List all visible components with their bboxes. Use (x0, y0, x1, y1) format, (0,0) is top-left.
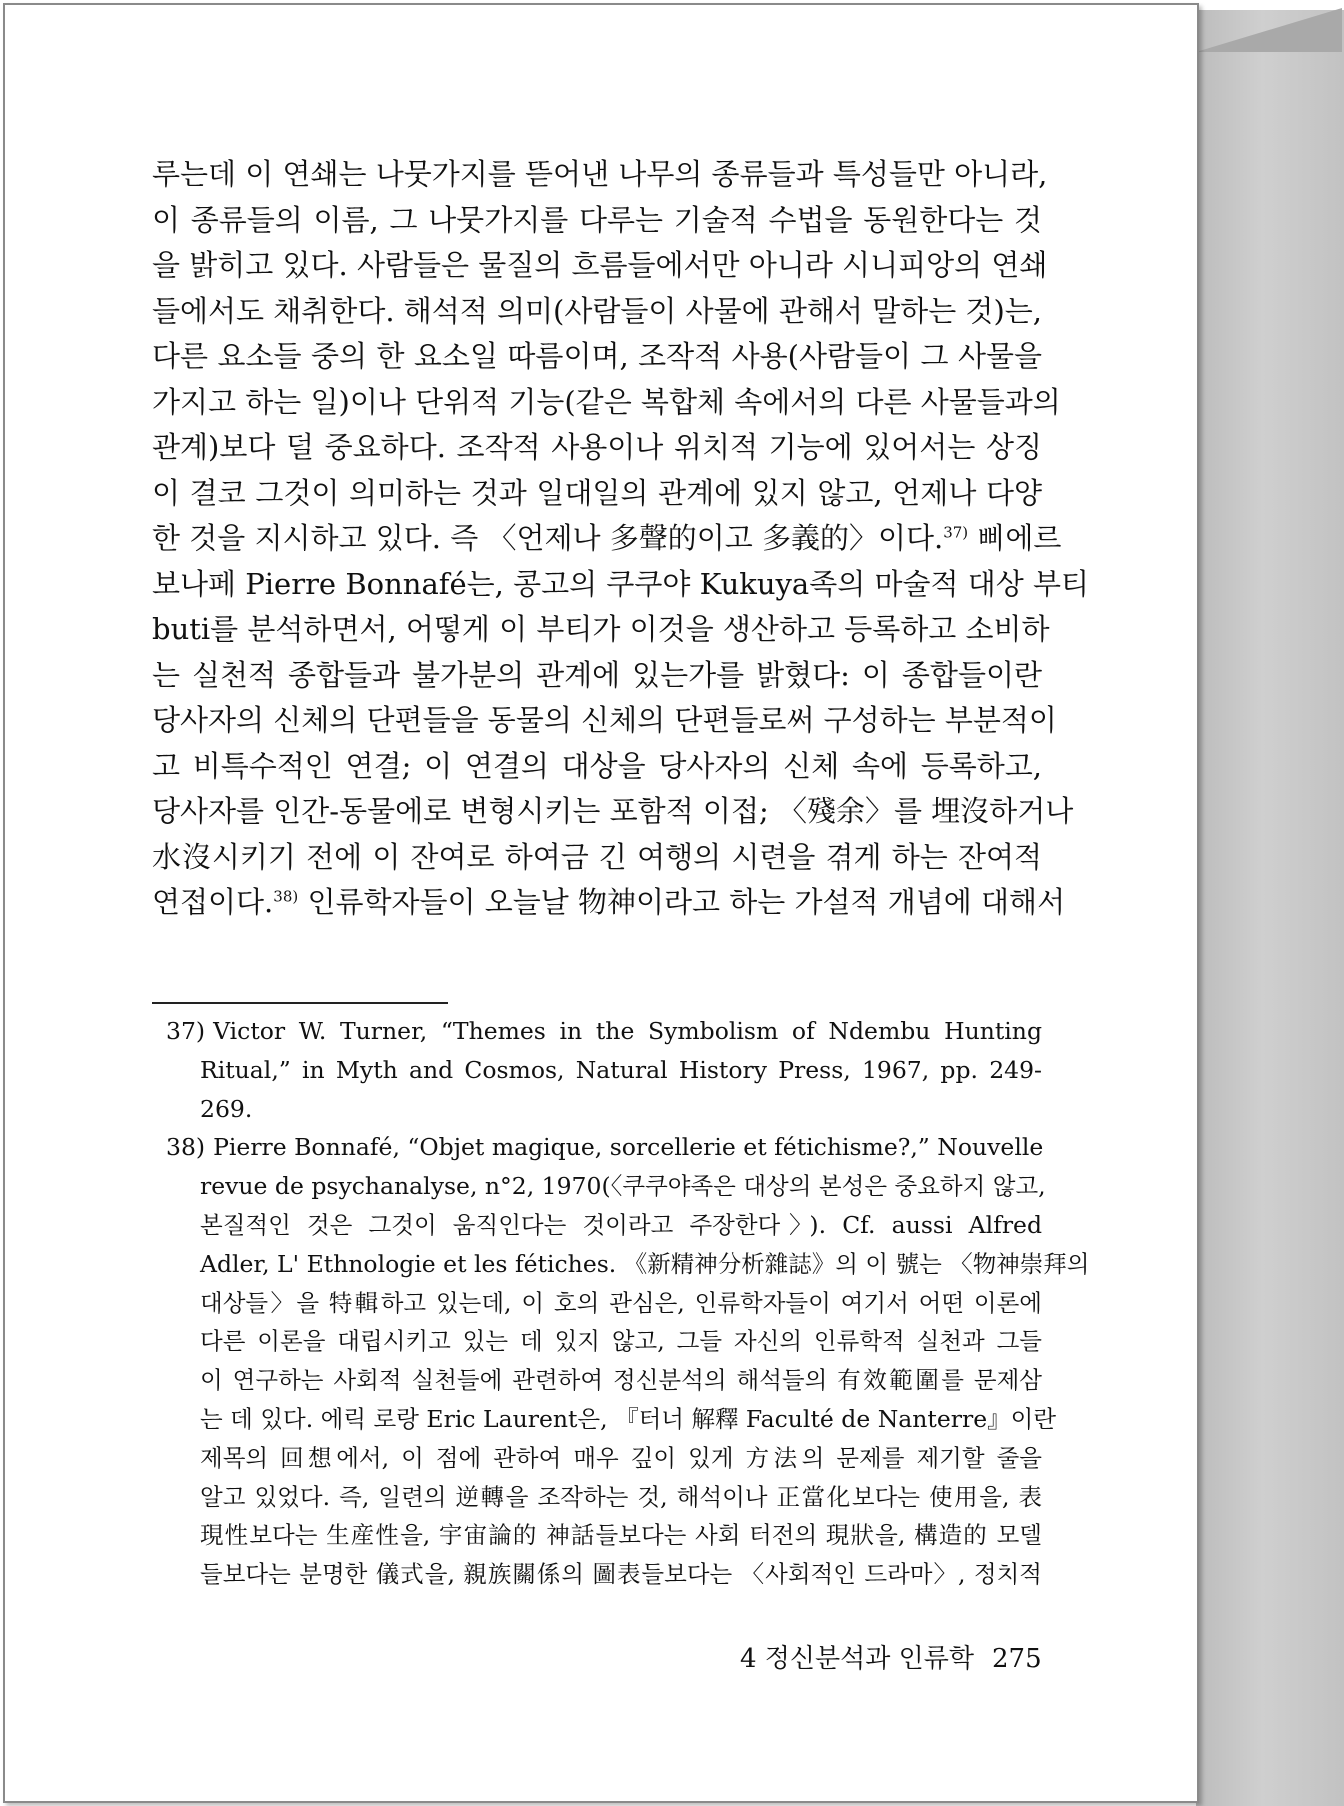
body-line-tail: 인류학자들이 오늘날 物神이라고 하는 가설적 개념에 대해서 (307, 885, 1066, 919)
footnotes (152, 1012, 1090, 1594)
body-line: 이 결코 그것이 의미하는 것과 일대일의 관계에 있지 않고, 언제나 다양 (152, 475, 1042, 510)
body-line: 을 밝히고 있다. 사람들은 물질의 흐름들에서만 아니라 시니피앙의 연쇄 (152, 248, 1048, 282)
footnote-line (152, 1012, 1042, 1051)
footnote-38 (152, 1128, 1090, 1594)
body-line-text: 한 것을 지시하고 있다. 즉 〈언제나 多聲的이고 多義的〉이다. (152, 521, 944, 555)
footnote-37 (152, 1012, 1042, 1128)
footnote-line: 제목의 回想에서, 이 점에 관하여 매우 깊이 있게 方法의 문제를 제기할 줄을 (200, 1443, 1042, 1472)
body-line: 고 비특수적인 연결; 이 연결의 대상을 당사자의 신체 속에 등록하고, (152, 748, 1042, 783)
body-line: 는 실천적 종합들과 불가분의 관계에 있는가를 밝혔다: 이 종합들이란 (152, 657, 1042, 692)
footnote-line: 다른 이론을 대립시키고 있는 데 있지 않고, 그들 자신의 인류학적 실천과 그들 (200, 1327, 1042, 1356)
body-line: 가지고 하는 일)이나 단위적 기능(같은 복합체 속에서의 다른 사물들과의 (152, 384, 1061, 419)
footnote-line: 본질적인 것은 그것이 움직인다는 것이라고 주장한다〉). Cf. aussi Alfred (200, 1210, 1042, 1239)
footnote-line: 269. (200, 1094, 253, 1123)
footnote-text: Victor W. Turner, “Themes in the Symbolism of Ndembu Hunting (213, 1017, 1042, 1045)
body-line-tail: 삐에르 (977, 521, 1062, 555)
page-number: 275 (992, 1644, 1042, 1674)
footnote-divider (152, 1002, 448, 1004)
body-line: buti를 분석하면서, 어떻게 이 부티가 이것을 생산하고 등록하고 소비하 (152, 612, 1050, 646)
body-line: 관계)보다 덜 중요하다. 조작적 사용이나 위치적 기능에 있어서는 상징 (152, 430, 1042, 464)
body-line: 당사자를 인간-동물에로 변형시키는 포함적 이접; 〈殘余〉를 埋沒하거나 (152, 794, 1074, 828)
body-line: 보나페 Pierre Bonnafé는, 콩고의 쿠쿠야 Kukuya족의 마술적 대상 부티 (152, 566, 1090, 601)
book-page-edge-top (1196, 8, 1342, 52)
footnote-ref-38[interactable]: 38) (273, 887, 299, 906)
footnote-number: 37) (166, 1017, 206, 1045)
body-line (152, 880, 1066, 926)
body-line (152, 516, 1062, 562)
footnote-line: 이 연구하는 사회적 실천들에 관련하여 정신분석의 해석들의 有效範圍를 문제삼 (200, 1366, 1042, 1395)
footnote-line: 는 데 있다. 에릭 로랑 Eric Laurent은, 『터너 解釋 Faculté de Nanterre』이란 (200, 1404, 1057, 1433)
body-paragraph (152, 152, 1090, 926)
body-line: 루는데 이 연쇄는 나뭇가지를 뜯어낸 나무의 종류들과 특성들만 아니라, (152, 157, 1048, 191)
footnote-number: 38) (166, 1133, 206, 1162)
footnote-line (152, 1128, 1042, 1167)
body-line-text: 연접이다. (152, 885, 274, 919)
body-line: 이 종류들의 이름, 그 나뭇가지를 다루는 기술적 수법을 동원한다는 것 (152, 202, 1042, 237)
footnote-line: Ritual,” in Myth and Cosmos, Natural History Press, 1967, pp. 249- (200, 1055, 1042, 1084)
footnote-line: 들보다는 분명한 儀式을, 親族關係의 圖表들보다는 〈사회적인 드라마〉, 정치적 (200, 1560, 1042, 1589)
footnote-text: Pierre Bonnafé, “Objet magique, sorcellerie et fétichisme?,” Nouvelle (213, 1133, 1044, 1162)
body-line: 들에서도 채취한다. 해석적 의미(사람들이 사물에 관해서 말하는 것)는, (152, 293, 1042, 328)
footnote-line: 대상들〉을 特輯하고 있는데, 이 호의 관심은, 인류학자들이 여기서 어떤 이론에 (200, 1288, 1042, 1317)
body-line: 당사자의 신체의 단편들을 동물의 신체의 단편들로써 구성하는 부분적이 (152, 703, 1057, 737)
body-line: 水沒시키기 전에 이 잔여로 하여금 긴 여행의 시련을 겪게 하는 잔여적 (152, 839, 1042, 874)
footnote-line: revue de psychanalyse, n°2, 1970(〈쿠쿠야족은 대상의 본성은 중요하지 않고, (200, 1172, 1046, 1201)
footnote-line: 現性보다는 生産性을, 宇宙論的 神話들보다는 사회 터전의 現狀을, 構造的 모델 (200, 1521, 1042, 1550)
body-line: 다른 요소들 중의 한 요소일 따름이며, 조작적 사용(사람들이 그 사물을 (152, 339, 1042, 373)
footnote-ref-37[interactable]: 37) (943, 523, 969, 542)
footnote-line: 알고 있었다. 즉, 일련의 逆轉을 조작하는 것, 해석이나 正當化보다는 使用을, 表 (200, 1482, 1042, 1511)
footnote-line: Adler, L' Ethnologie et les fétiches. 《新精神分析雜誌》의 이 號는 〈物神崇拜의 (200, 1249, 1090, 1278)
running-footer (740, 1638, 1042, 1675)
book-page-edge (1196, 10, 1344, 1806)
chapter-title: 4 정신분석과 인류학 (740, 1644, 974, 1674)
